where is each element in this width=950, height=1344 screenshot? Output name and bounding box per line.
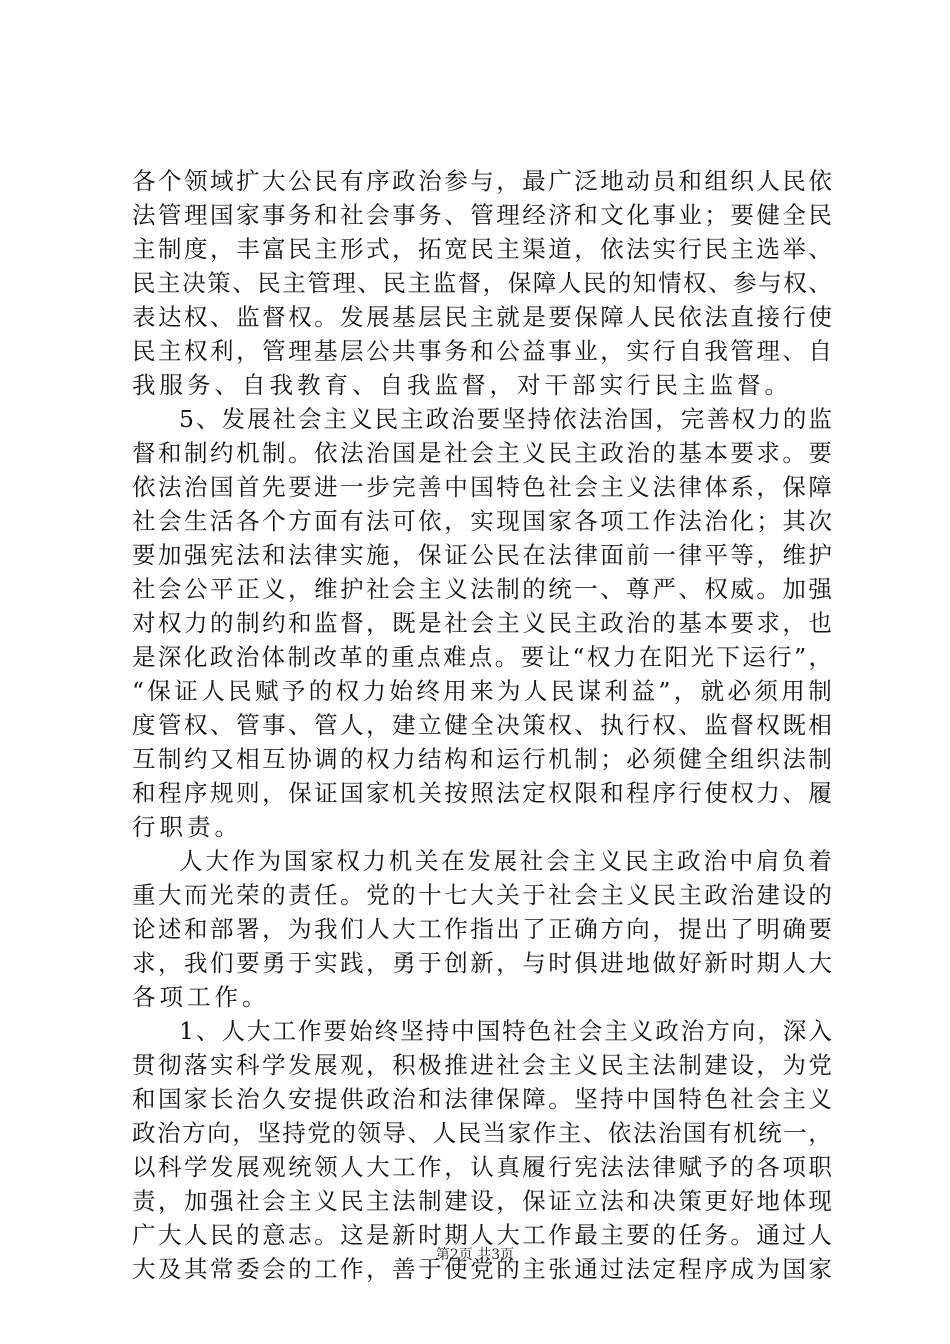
text-line: 要 加 强 宪 法 和 法 律 实 施 ， 保 证 公 民 在 法 律 面 前 一 律 平 等 ， 维 护 — [132, 541, 832, 569]
text-line: 民 主 决 策 、 民 主 管 理 、 民 主 监 督 ， 保 障 人 民 的 知 情 权 、 参 与 权 、 — [132, 269, 832, 297]
text-line: 贯 彻 落 实 科 学 发 展 观 ， 积 极 推 进 社 会 主 义 民 主 法 制 建 设 ， 为 党 — [132, 1051, 832, 1079]
text-line: 民 主 权 利 ， 管 理 基 层 公 共 事 务 和 公 益 事 业 ， 实 行 自 我 管 理 、 自 — [132, 337, 832, 365]
text-line: 行职责。 — [132, 813, 242, 841]
text-line: 人 大 作 为 国 家 权 力 机 关 在 发 展 社 会 主 义 民 主 政 治 中 肩 负 着 — [179, 847, 832, 875]
text-line: “ 保 证 人 民 赋 予 的 权 力 始 终 用 来 为 人 民 谋 利 益 ” ， 就 必 须 用 制 — [132, 677, 832, 705]
text-line: 我服务、自我教育、自我监督，对干部实行民主监督。 — [132, 371, 792, 399]
text-line: 是 深 化 政 治 体 制 改 革 的 重 点 难 点 。 要 让 “ 权 力 在 阳 光 下 运 行 ” ， — [132, 643, 832, 671]
text-line: 社 会 生 活 各 个 方 面 有 法 可 依 ， 实 现 国 家 各 项 工 作 法 治 化 ； 其 次 — [132, 507, 832, 535]
text-line: 重 大 而 光 荣 的 责 任 。 党 的 十 七 大 关 于 社 会 主 义 民 主 政 治 建 设 的 — [132, 881, 832, 909]
document-body — [132, 164, 832, 1286]
text-line: 法 管 理 国 家 事 务 和 社 会 事 务 、 管 理 经 济 和 文 化 事 业 ； 要 健 全 民 — [132, 201, 832, 229]
text-line: 和 程 序 规 则 ， 保 证 国 家 机 关 按 照 法 定 权 限 和 程 序 行 使 权 力 、 履 — [132, 779, 832, 807]
text-line: 责 ， 加 强 社 会 主 义 民 主 法 制 建 设 ， 保 证 立 法 和 决 策 更 好 地 体 现 — [132, 1187, 832, 1215]
text-line: 依 法 治 国 首 先 要 进 一 步 完 善 中 国 特 色 社 会 主 义 法 律 体 系 ， 保 障 — [132, 473, 832, 501]
text-line: 和 国 家 长 治 久 安 提 供 政 治 和 法 律 保 障 。 坚 持 中 国 特 色 社 会 主 义 — [132, 1085, 832, 1113]
text-line: 督 和 制 约 机 制 。 依 法 治 国 是 社 会 主 义 民 主 政 治 的 基 本 要 求 。 要 — [132, 439, 832, 467]
text-line: 互 制 约 又 相 互 协 调 的 权 力 结 构 和 运 行 机 制 ； 必 须 健 全 组 织 法 制 — [132, 745, 832, 773]
text-line: 对 权 力 的 制 约 和 监 督 ， 既 是 社 会 主 义 民 主 政 治 的 基 本 要 求 ， 也 — [132, 609, 832, 637]
text-line: 论 述 和 部 署 ， 为 我 们 人 大 工 作 指 出 了 正 确 方 向 ， 提 出 了 明 确 要 — [132, 915, 832, 943]
text-line: 求 ， 我 们 要 勇 于 实 践 ， 勇 于 创 新 ， 与 时 俱 进 地 做 好 新 时 期 人 大 — [132, 949, 832, 977]
text-line: 各项工作。 — [132, 983, 270, 1011]
text-line: 大 及 其 常 委 会 的 工 作 ， 善 于 使 党 的 主 张 通 过 法 定 程 序 成 为 国 家 — [132, 1255, 832, 1283]
text-line: 政 治 方 向 ， 坚 持 党 的 领 导 、 人 民 当 家 作 主 、 依 法 治 国 有 机 统 一 ， — [132, 1119, 832, 1147]
text-line: 表 达 权 、 监 督 权 。 发 展 基 层 民 主 就 是 要 保 障 人 民 依 法 直 接 行 使 — [132, 303, 832, 331]
text-line: 主 制 度 ， 丰 富 民 主 形 式 ， 拓 宽 民 主 渠 道 ， 依 法 实 行 民 主 选 举 、 — [132, 235, 832, 263]
text-line: 广 大 人 民 的 意 志 。 这 是 新 时 期 人 大 工 作 最 主 要 的 任 务 。 通 过 人 — [132, 1221, 832, 1249]
text-line: 社 会 公 平 正 义 ， 维 护 社 会 主 义 法 制 的 统 一 、 尊 严 、 权 威 。 加 强 — [132, 575, 832, 603]
text-line: 5 、 发 展 社 会 主 义 民 主 政 治 要 坚 持 依 法 治 国 ， 完 善 权 力 的 监 — [179, 405, 832, 433]
text-line: 1 、 人 大 工 作 要 始 终 坚 持 中 国 特 色 社 会 主 义 政 治 方 向 ， 深 入 — [179, 1017, 832, 1045]
text-line: 度 管 权 、 管 事 、 管 人 ， 建 立 健 全 决 策 权 、 执 行 权 、 监 督 权 既 相 — [132, 711, 832, 739]
page-footer: 第2页 共3页 — [435, 1247, 515, 1263]
text-line: 各 个 领 域 扩 大 公 民 有 序 政 治 参 与 ， 最 广 泛 地 动 员 和 组 织 人 民 依 — [132, 167, 832, 195]
text-line: 以 科 学 发 展 观 统 领 人 大 工 作 ， 认 真 履 行 宪 法 法 律 赋 予 的 各 项 职 — [132, 1153, 832, 1181]
